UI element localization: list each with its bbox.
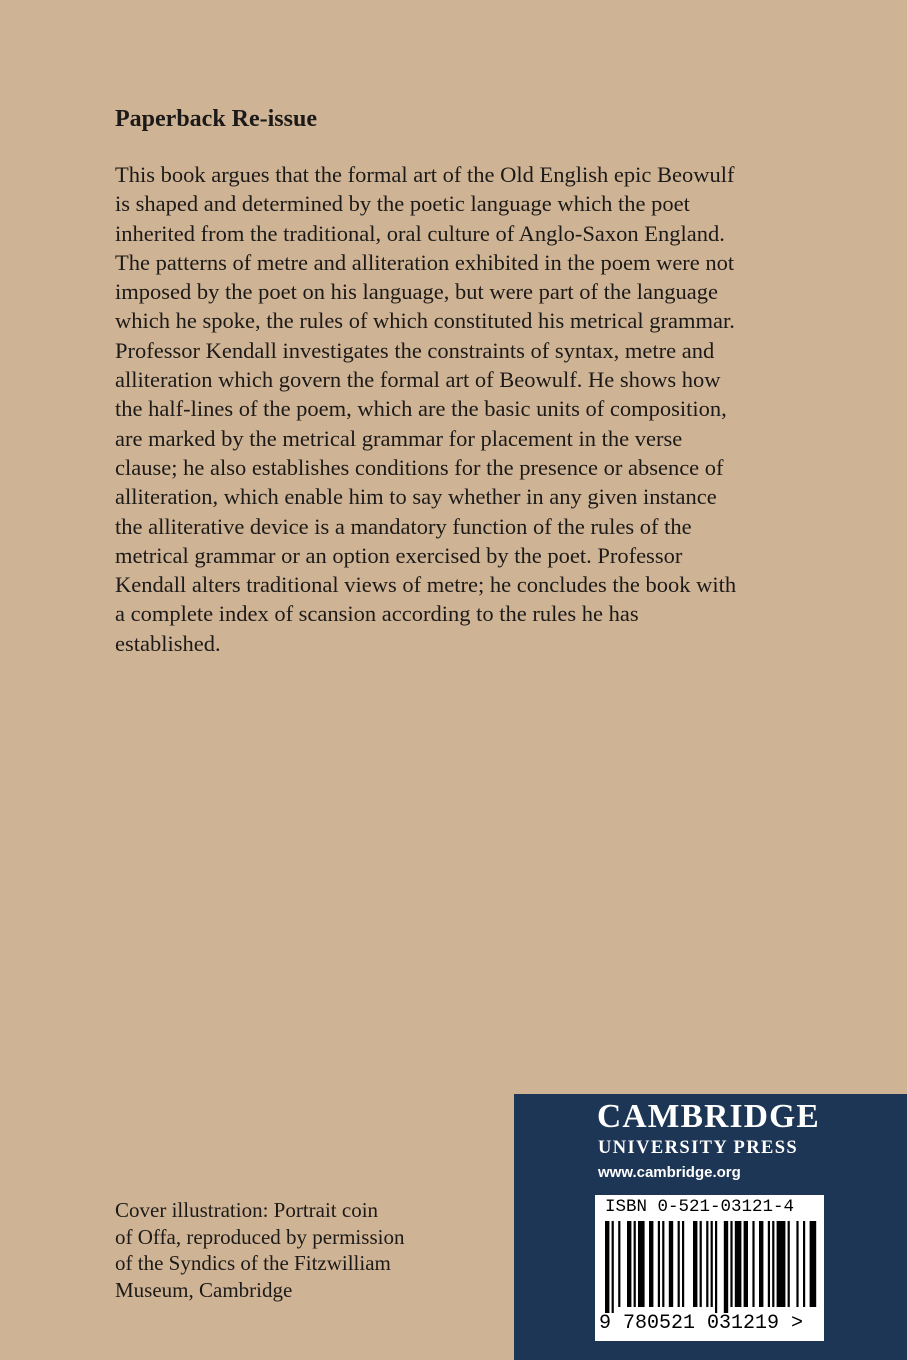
barcode-bar: [768, 1221, 770, 1307]
barcode-bar: [700, 1221, 702, 1307]
barcode-bar: [803, 1221, 805, 1307]
barcode-bar: [715, 1221, 717, 1313]
barcode-bar: [772, 1221, 774, 1307]
ean-digits: 9 780521 031219 >: [599, 1312, 804, 1335]
barcode-bar: [706, 1221, 708, 1307]
barcode-bar: [627, 1221, 631, 1307]
credit-line: of Offa, reproduced by permission: [115, 1224, 405, 1249]
barcode-bar: [777, 1221, 786, 1307]
publisher-block: [514, 1094, 907, 1360]
publisher-logo-name: CAMBRIDGE: [597, 1098, 820, 1135]
description-line: clause; he also establishes conditions for the presence or absence of: [115, 454, 724, 480]
barcode-bar: [649, 1221, 653, 1307]
barcode-bar: [682, 1221, 684, 1307]
barcode-icon: [601, 1221, 817, 1313]
barcode-bar: [634, 1221, 636, 1307]
description-line: alliteration, which enable him to say whether in any given instance: [115, 484, 717, 510]
description-line: which he spoke, the rules of which constituted his metrical grammar.: [115, 308, 735, 334]
barcode-panel: [595, 1195, 824, 1341]
description-line: The patterns of metre and alliteration exhibited in the poem were not: [115, 249, 735, 275]
barcode-bar: [759, 1221, 763, 1307]
barcode-bar: [724, 1221, 728, 1313]
barcode-bar: [810, 1221, 817, 1307]
barcode-bar: [618, 1221, 620, 1307]
barcode-bar: [796, 1221, 798, 1307]
barcode-bar: [638, 1221, 645, 1307]
description-line: imposed by the poet on his language, but were part of the language: [115, 279, 718, 305]
description-line: are marked by the metrical grammar for placement in the verse: [115, 425, 683, 451]
publisher-logo-subname: UNIVERSITY PRESS: [598, 1138, 799, 1158]
description-line: is shaped and determined by the poetic language which the poet: [115, 191, 690, 217]
description-line: inherited from the traditional, oral culture of Anglo-Saxon England.: [115, 220, 725, 246]
cover-illustration-credit: [115, 1197, 445, 1303]
barcode-bar: [669, 1221, 673, 1307]
barcode-bar: [693, 1221, 697, 1307]
description-line: Professor Kendall investigates the constraints of syntax, metre and: [115, 337, 715, 363]
barcode-bar: [678, 1221, 680, 1307]
barcode-bar: [744, 1221, 748, 1307]
barcode-bar: [662, 1221, 664, 1307]
barcode-bar: [735, 1221, 742, 1307]
description-line: metrical grammar or an option exercised by the poet. Professor: [115, 542, 683, 568]
description-line: established.: [115, 630, 221, 656]
publisher-url: www.cambridge.org: [598, 1164, 741, 1181]
barcode-bar: [711, 1221, 713, 1307]
description-line: a complete index of scansion according to the rules he has: [115, 601, 639, 627]
credit-line: Cover illustration: Portrait coin: [115, 1198, 379, 1222]
description-line: Kendall alters traditional views of metre; he concludes the book with: [115, 572, 737, 598]
barcode-bar: [730, 1221, 732, 1307]
description-line: This book argues that the formal art of the Old English epic Beowulf: [115, 162, 735, 187]
barcode-bar: [605, 1221, 609, 1313]
barcode-bar: [612, 1221, 614, 1313]
description-line: the half-lines of the poem, which are the basic units of composition,: [115, 396, 727, 422]
credit-line: of the Syndics of the Fitzwilliam: [115, 1251, 391, 1275]
book-description: [115, 160, 815, 658]
credit-line: Museum, Cambridge: [115, 1277, 293, 1302]
barcode-bar: [752, 1221, 754, 1307]
description-line: alliteration which govern the formal art of Beowulf. He shows how: [115, 367, 721, 393]
cover-heading: Paperback Re-issue: [115, 106, 317, 132]
description-line: the alliterative device is a mandatory function of the rules of the: [115, 513, 692, 539]
isbn-label: ISBN 0-521-03121-4: [605, 1197, 795, 1217]
barcode-bar: [788, 1221, 790, 1307]
barcode-bar: [658, 1221, 660, 1307]
